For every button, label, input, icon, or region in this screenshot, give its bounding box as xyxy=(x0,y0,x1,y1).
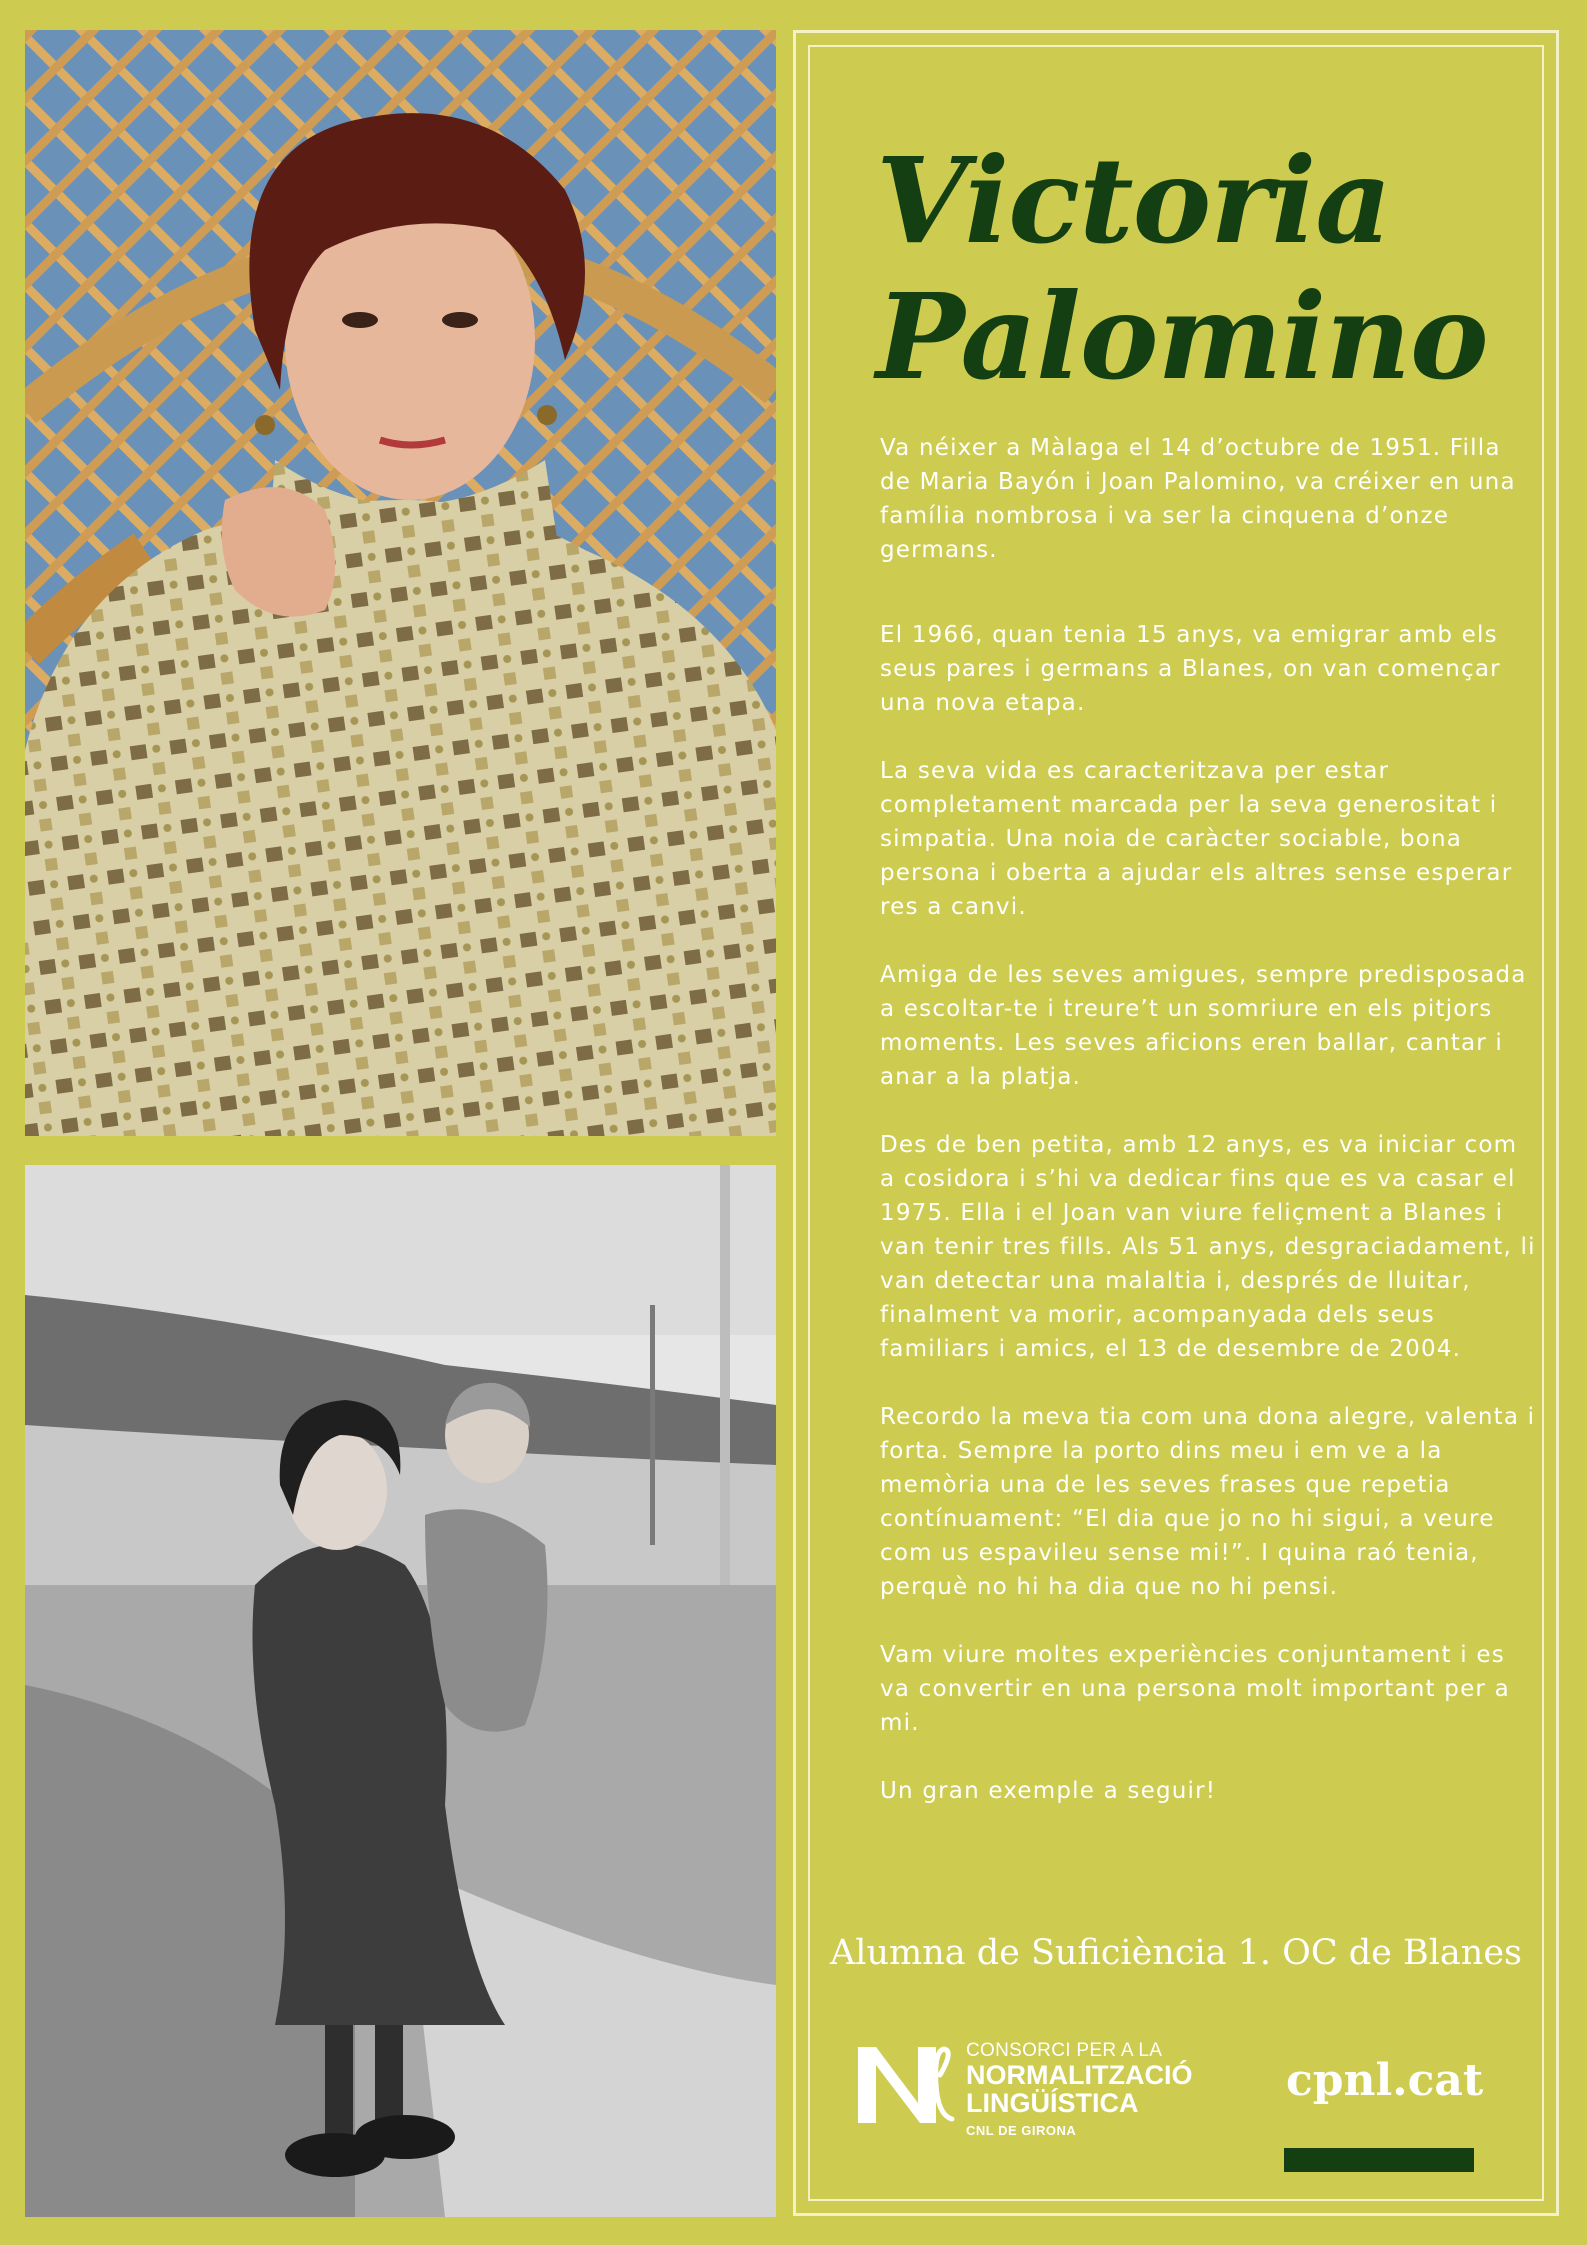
portrait-photo-color xyxy=(25,30,776,1136)
logo-line-2: NORMALITZACIÓ xyxy=(966,2059,1193,2090)
name-line-last: Palomino xyxy=(876,267,1488,406)
bio-paragraph-1: Va néixer a Màlaga el 14 d’octubre de 1951. Filla de Maria Bayón i Joan Palomino, va créixer en una família nombrosa i va ser la cinquena d’onze germans. xyxy=(880,435,1516,563)
bio-paragraph-6: Recordo la meva tia com una dona alegre, valenta i forta. Sempre la porto dins meu i em ve a la memòria una de les seves frases que repetia contínuament: “El dia que jo no hi sigui, a veure com us espavileu sense mi!”. I quina raó tenia, perquè no hi ha dia que no hi pensi. xyxy=(880,1404,1536,1600)
bio-paragraph-3: La seva vida es caracteritzava per estar completament marcada per la seva generositat i simpatia. Una noia de caràcter sociable, bona persona i oberta a ajudar els altres sense esperar res a canvi. xyxy=(880,758,1513,920)
cpnl-logo-icon xyxy=(856,2045,956,2125)
name-line-first: Victoria xyxy=(876,131,1391,270)
bio-paragraph-4: Amiga de les seves amigues, sempre predisposada a escoltar-te i treure’t un somriure en els pitjors moments. Les seves aficions eren ballar, cantar i anar a la platja. xyxy=(880,962,1527,1090)
author-credit: Alumna de Suficiència 1. OC de Blanes xyxy=(829,1933,1523,1973)
cpnl-logo xyxy=(856,2040,1193,2153)
person-name xyxy=(876,133,1488,405)
family-photo-bw xyxy=(25,1165,776,2217)
accent-bar xyxy=(1284,2148,1474,2172)
logo-line-4: CNL DE GIRONA xyxy=(966,2122,1077,2138)
bio-paragraph-7: Vam viure moltes experiències conjuntament i es va convertir en una persona molt important per a mi. xyxy=(880,1642,1510,1736)
logo-line-3: LINGÜÍSTICA xyxy=(966,2088,1139,2119)
website-link[interactable]: cpnl.cat xyxy=(1286,2055,1484,2106)
biography-text xyxy=(880,431,1540,1842)
logo-line-1: CONSORCI PER A LA xyxy=(966,2040,1163,2061)
biography-panel xyxy=(793,30,1559,2216)
bio-paragraph-8: Un gran exemple a seguir! xyxy=(880,1778,1217,1804)
cpnl-logo-text xyxy=(966,2041,1192,2137)
bio-paragraph-2: El 1966, quan tenia 15 anys, va emigrar amb els seus pares i germans a Blanes, on van començar una nova etapa. xyxy=(880,622,1501,716)
bio-paragraph-5: Des de ben petita, amb 12 anys, es va iniciar com a cosidora i s’hi va dedicar fins que es va casar el 1975. Ella i el Joan van viure feliçment a Blanes i van tenir tres fills. Als 51 anys, desgraciadament, li van detectar una malaltia i, després de lluitar, finalment va morir, acompanyada dels seus familiars i amics, el 13 de desembre de 2004. xyxy=(880,1132,1536,1362)
